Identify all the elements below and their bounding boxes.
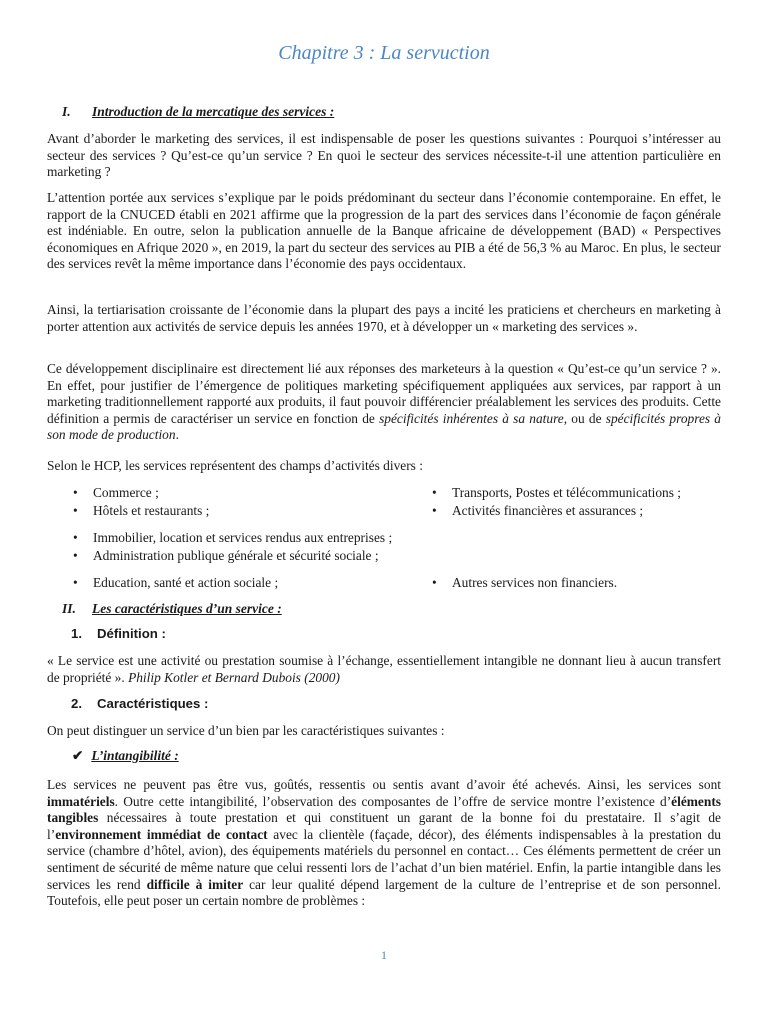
paragraph-intangibility [47, 777, 721, 910]
subheading-definition [71, 626, 166, 641]
list-item-text: Hôtels et restaurants ; [93, 503, 210, 518]
service-list-full [68, 529, 668, 565]
list-item [68, 574, 398, 592]
text-run: avec la clientèle (façade, décor), des éléments indispensables à la prestation du service (chambre d’hôtel, avion), des équipements matériels du personnel en contact… Ces éléments permettent de créer un sentiment de sécurité de même nature que celui ressenti lors de l’achat d’un bien matériel. Enfin, la partie intangible dans les services les rend [47, 826, 721, 892]
bold-text: éléments tangibles [47, 793, 721, 826]
text-run: Les services ne peuvent pas être vus, goûtés, ressentis ou sentis avant d’avoir été achevés. Ainsi, les services sont [47, 777, 721, 792]
bullet-icon: • [73, 575, 78, 590]
section-number: II. [62, 601, 76, 616]
page-title: Chapitre 3 : La servuction [278, 42, 490, 64]
text-run: , ou de [563, 410, 606, 426]
list-item [68, 484, 398, 502]
list-item-text: Commerce ; [93, 485, 159, 500]
list-item-text: Education, santé et action sociale ; [93, 575, 279, 590]
section-title: Les caractéristiques d’un service : [92, 601, 282, 616]
sub-number: 2. [71, 696, 82, 711]
bullet-icon: • [73, 503, 78, 518]
paragraph-economy: L’attention portée aux services s’explique par le poids prédominant du secteur dans l’économie contemporaine. En effet, le rapport de la CNUCED établi en 2021 affirme que la progression de la part des services dans l’économie de façon générale est indéniable. En outre, selon la publication annuelle de la Banque africaine de développement (BAD) « Perspectives économiques en Afrique 2020 », en 2019, la part du secteur des services au PIB a été de 56,3 % au Maroc. En plus, le secteur des services revêt la même importance dans l’économie des pays occidentaux. [47, 190, 721, 272]
list-item-text: Autres services non financiers. [452, 575, 618, 590]
bold-text: difficile à imiter [146, 876, 244, 892]
italic-text: spécificités inhérentes à sa nature [379, 410, 564, 426]
section-heading-2 [62, 601, 282, 617]
paragraph-distinguish: On peut distinguer un service d’un bien par les caractéristiques suivantes : [47, 723, 445, 738]
list-item-text: Administration publique générale et sécurité sociale ; [93, 548, 379, 563]
sub-title: Caractéristiques : [97, 696, 209, 711]
bullet-icon: • [432, 575, 437, 590]
paragraph-development [47, 361, 721, 444]
list-item [68, 502, 398, 520]
service-list-left-b [68, 574, 398, 592]
quote-author: Philip Kotler et Bernard Dubois (2000) [128, 669, 340, 685]
bullet-icon: • [432, 503, 437, 518]
section-title: Introduction de la mercatique des services : [92, 104, 335, 119]
sub-title: Définition : [97, 626, 166, 641]
service-list-right-b [427, 574, 727, 592]
italic-text: spécificités propres à son mode de production [47, 410, 722, 443]
bullet-icon: • [73, 485, 78, 500]
paragraph-definition-quote [47, 653, 721, 686]
checked-heading-intangibility [72, 748, 179, 764]
list-item-text: Immobilier, location et services rendus aux entreprises ; [93, 530, 393, 545]
section-number: I. [62, 104, 71, 119]
list-item [427, 484, 727, 502]
text-run: . Outre cette intangibilité, l’observation des composantes de l’offre de service montre l’existence d’ [114, 793, 672, 809]
bullet-icon: • [73, 530, 78, 545]
list-item [68, 547, 668, 565]
bullet-icon: • [73, 548, 78, 563]
list-item [68, 529, 668, 547]
paragraph-intro: Avant d’aborder le marketing des services, il est indispensable de poser les questions suivantes : Pourquoi s’intéresser au secteur des services ? Qu’est-ce qu’un service ? En quoi le secteur des services nécessite-t-il une attention particulière en marketing ? [47, 131, 721, 180]
text-run: car leur qualité dépend largement de la culture de l’entreprise et de son personnel. Toutefois, elle peut poser un certain nombre de problèmes : [47, 876, 721, 909]
paragraph-tertiarisation: Ainsi, la tertiarisation croissante de l’économie dans la plupart des pays a incité les praticiens et chercheurs en marketing à porter attention aux activités de service depuis les années 1970, et à développer un « marketing des services ». [47, 302, 721, 334]
text-run: . [175, 427, 179, 443]
paragraph-hcp: Selon le HCP, les services représentent des champs d’activités divers : [47, 458, 423, 473]
sub-number: 1. [71, 626, 82, 641]
subheading-characteristics [71, 696, 208, 711]
check-title: L’intangibilité : [91, 748, 179, 763]
list-item [427, 574, 727, 592]
list-item-text: Transports, Postes et télécommunications ; [452, 485, 681, 500]
text-run: nécessaires à toute prestation et qui constituent un garant de la bonne foi du prestataire. Il s’agit de l’ [47, 810, 721, 842]
quote-text: « Le service est une activité ou prestation soumise à l’échange, essentiellement intangible ne donnant lieu à aucun transfert de propriété ». [47, 653, 721, 685]
page-number: 1 [381, 948, 387, 962]
service-list-left-a [68, 484, 398, 520]
text-run: Ce développement disciplinaire est directement lié aux réponses des marketeurs à la question « Qu’est-ce qu’un service ? ». En effet, pour justifier de l’émergence de politiques marketing spécifiquement appliquées aux services, par rapport à un marketing traditionnellement rapporté aux produits, il faut pouvoir différencier préalablement les services des produits. Cette définition a permis de caractériser un service en fonction de [47, 361, 721, 426]
list-item [427, 502, 727, 520]
section-heading-1 [62, 104, 334, 120]
checkmark-icon: ✔ [72, 748, 84, 763]
service-list-right-a [427, 484, 727, 520]
bullet-icon: • [432, 485, 437, 500]
bold-text: environnement immédiat de contact [55, 826, 268, 842]
bold-text: immatériels [47, 793, 115, 809]
list-item-text: Activités financières et assurances ; [452, 503, 644, 518]
